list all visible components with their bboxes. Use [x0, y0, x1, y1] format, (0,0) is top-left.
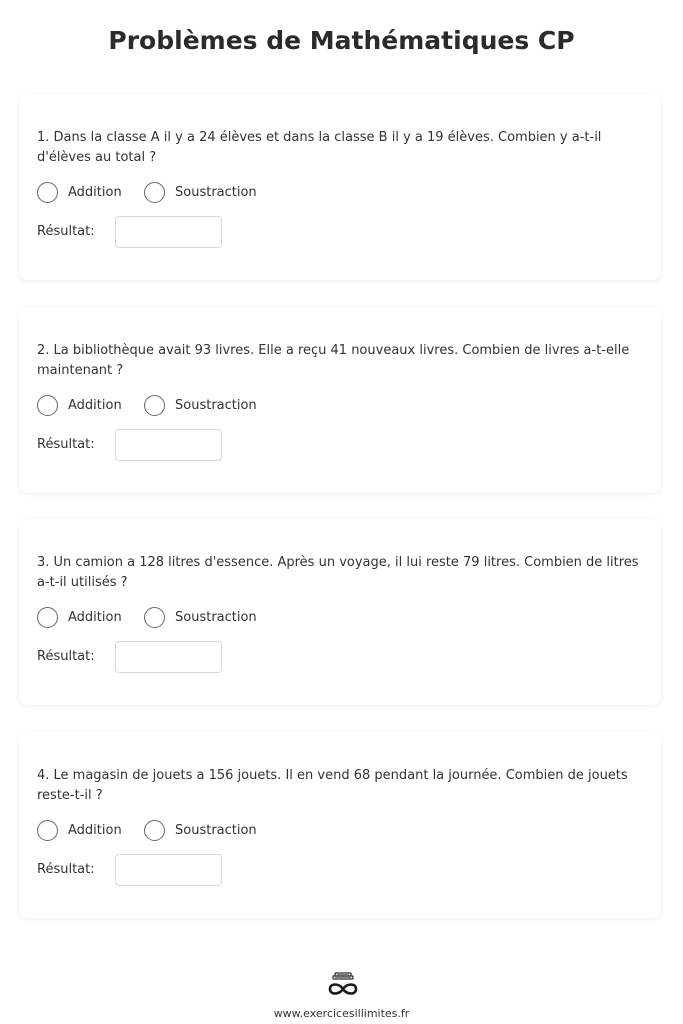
problem-question: 4. Le magasin de jouets a 156 jouets. Il en vend 68 pendant la journée. Combien de jouets reste-t-il ?	[37, 768, 628, 803]
addition-label: Addition	[68, 610, 122, 625]
result-label: Résultat:	[37, 224, 95, 239]
addition-radio[interactable]	[37, 820, 58, 841]
result-input[interactable]	[115, 854, 222, 886]
result-input[interactable]	[115, 216, 222, 248]
addition-radio[interactable]	[37, 182, 58, 203]
problem-question: 1. Dans la classe A il y a 24 élèves et dans la classe B il y a 19 élèves. Combien y a-t-il d'élèves au total ?	[37, 130, 602, 165]
result-label: Résultat:	[37, 437, 95, 452]
result-input[interactable]	[115, 641, 222, 673]
subtraction-radio[interactable]	[144, 607, 165, 628]
subtraction-label: Soustraction	[175, 610, 257, 625]
problem-card-3	[19, 519, 661, 705]
addition-radio[interactable]	[37, 395, 58, 416]
addition-option[interactable]	[37, 820, 122, 841]
result-input[interactable]	[115, 429, 222, 461]
subtraction-label: Soustraction	[175, 823, 257, 838]
subtraction-label: Soustraction	[175, 185, 257, 200]
problem-question: 2. La bibliothèque avait 93 livres. Elle a reçu 41 nouveaux livres. Combien de livres a-t-elle maintenant ?	[37, 343, 630, 378]
footer-url[interactable]: www.exercicesillimites.fr	[273, 1007, 410, 1020]
addition-option[interactable]	[37, 395, 122, 416]
addition-label: Addition	[68, 185, 122, 200]
infinity-book-icon	[326, 972, 360, 998]
result-label: Résultat:	[37, 862, 95, 877]
subtraction-option[interactable]	[144, 820, 257, 841]
problem-card-1	[19, 94, 661, 280]
addition-label: Addition	[68, 398, 122, 413]
subtraction-radio[interactable]	[144, 820, 165, 841]
subtraction-radio[interactable]	[144, 182, 165, 203]
addition-option[interactable]	[37, 182, 122, 203]
page-title: Problèmes de Mathématiques CP	[108, 26, 575, 55]
problem-card-4	[19, 732, 661, 918]
addition-option[interactable]	[37, 607, 122, 628]
subtraction-label: Soustraction	[175, 398, 257, 413]
subtraction-option[interactable]	[144, 607, 257, 628]
result-label: Résultat:	[37, 649, 95, 664]
addition-radio[interactable]	[37, 607, 58, 628]
problem-question: 3. Un camion a 128 litres d'essence. Après un voyage, il lui reste 79 litres. Combien de litres a-t-il utilisés ?	[37, 555, 639, 590]
addition-label: Addition	[68, 823, 122, 838]
subtraction-radio[interactable]	[144, 395, 165, 416]
subtraction-option[interactable]	[144, 395, 257, 416]
problem-card-2	[19, 307, 661, 493]
subtraction-option[interactable]	[144, 182, 257, 203]
